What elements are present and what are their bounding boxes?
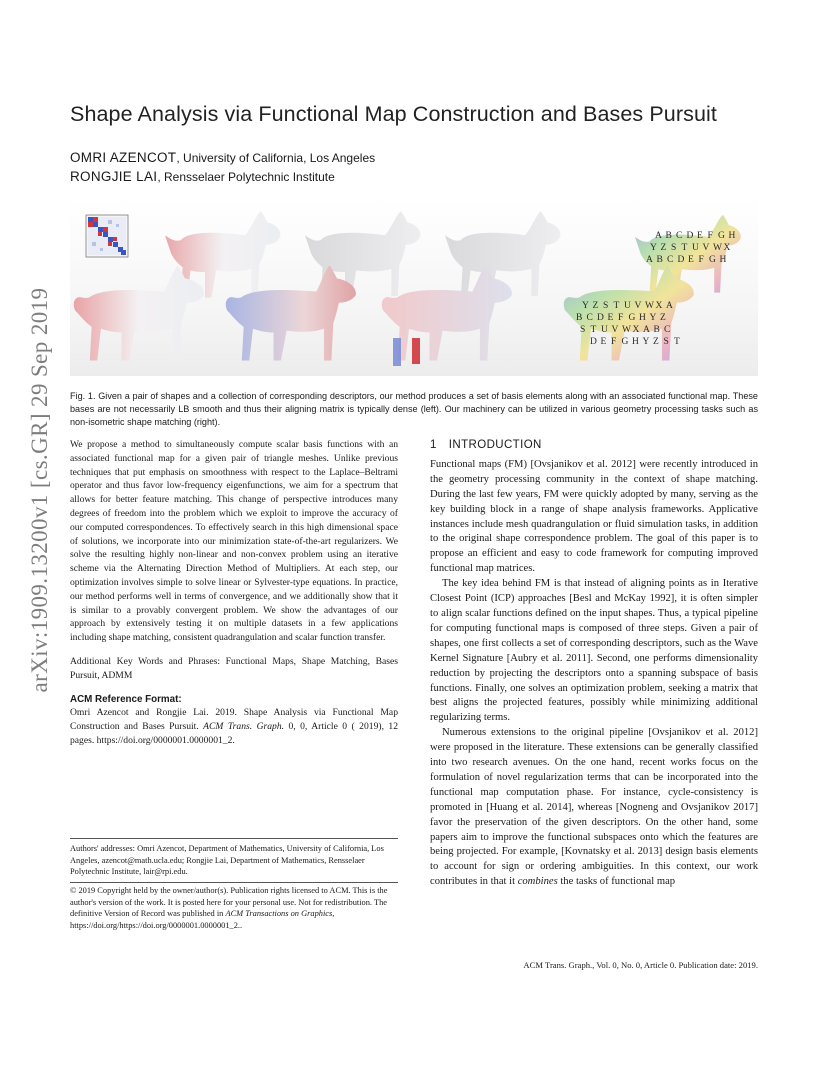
intro-paragraph-1: Functional maps (FM) [Ovsjanikov et al. 2012] were recently introduced in the geometry processing community in the context of shape matching. During the last few years, FM were quickly adopted by many, serving as the key building block in a range of shape analysis frameworks. Applicative instances include mesh quadrangulation or fluid simulation tasks, in addition to the original shape correspondence problem. The goal of this paper is to propose an efficient and easy to code framework for computing improved functional map matrices. [430, 458, 758, 575]
texture-letter: S [603, 301, 609, 311]
authors-address: Authors' addresses: Omri Azencot, Department of Mathematics, University of California, Los Angeles, azencot@math.ucla.edu; Rongjie Lai, Department of Mathematics, Rensselaer Polytechnic Institute, lair@rpi.edu. [70, 844, 384, 877]
author-line-2 [70, 169, 335, 185]
texture-letter: G [718, 231, 725, 241]
texture-letter: E [697, 231, 703, 241]
author-affiliation: , Rensselaer Polytechnic Institute [157, 170, 335, 184]
arxiv-stamp [20, 287, 60, 693]
texture-letter: Y [582, 301, 589, 311]
intro-p3-text-after: the tasks of functional map [557, 876, 676, 888]
texture-letter: U [624, 301, 631, 311]
texture-letter: X [655, 301, 663, 311]
texture-letter: G [709, 255, 716, 265]
texture-letter: A [643, 325, 650, 335]
texture-letter: H [728, 231, 736, 241]
arxiv-stamp-text: arXiv:1909.13200v1 [cs.GR] 29 Sep 2019 [27, 287, 52, 693]
section-number: 1 [430, 439, 437, 451]
texture-letter: T [681, 243, 688, 253]
copyright-divider [70, 882, 398, 883]
texture-letter: Z [592, 301, 599, 311]
texture-letter: X [723, 243, 731, 253]
texture-letter: C [676, 231, 683, 241]
author-name: OMRI AZENCOT [70, 150, 177, 165]
texture-letter: G [628, 313, 636, 323]
teaser-figure [70, 198, 758, 376]
texture-letter: Z [660, 313, 666, 323]
copyright-text: © 2019 Copyright held by the owner/author(s). Publication rights licensed to ACM. This is the author's version of the work. It is posted here for your personal use. Not for redistribution. The definitive Version of Record was published in [70, 886, 388, 919]
texture-letter: E [688, 255, 694, 265]
footnote-divider [70, 838, 398, 839]
texture-letter: H [639, 313, 646, 323]
reference-text: Omri Azencot and Rongjie Lai. 2019. Shape Analysis via Functional Map Construction and Bases Pursuit. [70, 707, 398, 733]
texture-letter: Y [650, 243, 657, 253]
texture-letter: W [622, 325, 631, 335]
functional-map-matrix [86, 215, 128, 257]
abstract: We propose a method to simultaneously compute scalar basis functions with an associated functional map for a given pair of triangle meshes. Unlike previous techniques that put emphasis on smoothness with respect to the Laplace–Beltrami operator and thus favor low-frequency eigenfunctions, we aim for a spectrum that allows for better feature matching. This change of perspective introduces many degrees of freedom into the problem which we exploit to improve the accuracy of our computed correspondences. To effectively search in this high dimensional space of solutions, we incorporate into our minimization state-of-the-art regularizers. We solve the resulting highly non-linear and non-convex problem using an iterative scheme via the Alternating Direction Method of Multipliers. At each step, our optimization involves simple to solve linear or Sylvester-type equations. In practice, our method performs well in terms of convergence, and we additionally show that it is similar to a provably convergent problem. We show the advantages of our approach by extensively testing it on multiple datasets in a few applications including shape matching, consistent quadrangulation and scalar function transfer. [70, 439, 398, 644]
texture-letter: B [665, 231, 672, 241]
texture-letter: F [611, 337, 617, 347]
intro-paragraph-2: The key idea behind FM is that instead of aligning points as in Iterative Closest Point (ICP) approaches [Besl and McKay 1992], it is often simpler to align scalar functions defined on the input shapes. Thus, a typical pipeline for computing functional maps is composed of three steps. Given a pair of shapes, one first collects a set of corresponding descriptors, such as the Wave Kernel Signature [Aubry et al. 2011]. Second, one performs dimensionality reduction by projecting the descriptors onto a spanning subspace of basis functions. Finally, one solves an optimization problem, seeking a matrix that best aligns the projected features, possibly while minimizing additional regularizing terms. [430, 578, 758, 724]
texture-letter: Y [642, 337, 650, 347]
texture-letter: E [600, 337, 607, 347]
intro-paragraph-3 [430, 726, 758, 890]
texture-letter: V [634, 301, 642, 311]
texture-letter: C [667, 255, 674, 265]
copyright-text-after: , https://doi.org/https://doi.org/0000001.0000001_2.. [70, 909, 335, 930]
copyright-journal: ACM Transactions on Graphics [225, 909, 333, 919]
texture-letter: D [686, 231, 694, 241]
texture-letter: W [645, 301, 654, 311]
keywords: Additional Key Words and Phrases: Functional Maps, Shape Matching, Bases Pursuit, ADMM [70, 655, 398, 681]
right-column [430, 438, 758, 890]
section-title: INTRODUCTION [448, 439, 542, 451]
texture-letter: E [607, 313, 614, 323]
texture-letter: S [663, 337, 669, 347]
texture-letter: A [646, 255, 653, 265]
texture-letter: B [576, 313, 583, 323]
page-footer: ACM Trans. Graph., Vol. 0, No. 0, Article 0. Publication date: 2019. [523, 960, 758, 970]
texture-letter: H [719, 255, 727, 265]
texture-letter: F [698, 255, 704, 265]
texture-letter: V [611, 325, 619, 335]
texture-letter: X [632, 325, 640, 335]
texture-letter: V [702, 243, 710, 253]
texture-letter: S [580, 325, 586, 335]
author-name: RONGJIE LAI [70, 169, 158, 184]
paper-title: Shape Analysis via Functional Map Construction and Bases Pursuit [70, 102, 717, 126]
texture-letter: H [632, 337, 639, 347]
texture-letter: T [590, 325, 597, 335]
copyright-notice [70, 885, 398, 931]
teaser-illustration [70, 198, 758, 376]
texture-letter: B [653, 325, 660, 335]
texture-letter: F [618, 313, 624, 323]
texture-letter: C [586, 313, 593, 323]
author-line-1 [70, 150, 375, 166]
intro-p3-emphasis: combines [517, 876, 558, 888]
texture-letter: D [597, 313, 604, 323]
intro-p3-text: Numerous extensions to the original pipeline [Ovsjanikov et al. 2012] were proposed in the literature. These extensions can be generally classified into two research avenues. On the one hand, recent works focus on the formulation of novel regularization terms that can be incorporated into the functional map computation phase. For instance, cycle-consistency is promoted in [Huang et al. 2014], whereas [Nogneng and Ovsjanikov 2017] favor the preservation of the given descriptors. On the other hand, some papers aim to improve the functional subspaces onto which the features are being projected. For example, [Kovnatsky et al. 2013] design basis elements to account for sign or ordering ambiguities. In this context, our work contributes in that it [430, 727, 758, 888]
texture-letter: U [692, 243, 699, 253]
texture-letter: A [655, 231, 662, 241]
reference-format-heading: ACM Reference Format: [70, 693, 182, 705]
texture-letter: Z [660, 243, 667, 253]
texture-letter: Y [649, 313, 657, 323]
texture-letter: U [601, 325, 608, 335]
texture-letter: Z [653, 337, 659, 347]
texture-letter: S [671, 243, 677, 253]
texture-letter: D [677, 255, 685, 265]
texture-letter: T [613, 301, 620, 311]
texture-letter: T [674, 337, 680, 347]
reference-text-after: 0, 0, Article 0 ( 2019), 12 pages. https://doi.org/0000001.0000001_2. [70, 721, 399, 746]
author-affiliation: , University of California, Los Angeles [176, 151, 376, 165]
section-heading [430, 438, 758, 453]
left-column [70, 438, 398, 748]
texture-letter: F [707, 231, 713, 241]
texture-letter: D [590, 337, 597, 347]
reference-format [70, 706, 398, 747]
texture-letter: G [621, 337, 629, 347]
texture-letter: B [656, 255, 663, 265]
reference-journal: ACM Trans. Graph. [203, 721, 285, 733]
figure-caption: Fig. 1. Given a pair of shapes and a collection of corresponding descriptors, our method produces a set of basis elements along with an associated functional map. These bases are not necessarily LB smooth and thus their aligning matrix is typically dense (left). Our machinery can be utilized in various geometry processing tasks such as non-isometric shape matching (right). [70, 391, 758, 428]
texture-letter: C [664, 325, 671, 335]
texture-letter: W [713, 243, 722, 253]
texture-letter: A [666, 301, 673, 311]
